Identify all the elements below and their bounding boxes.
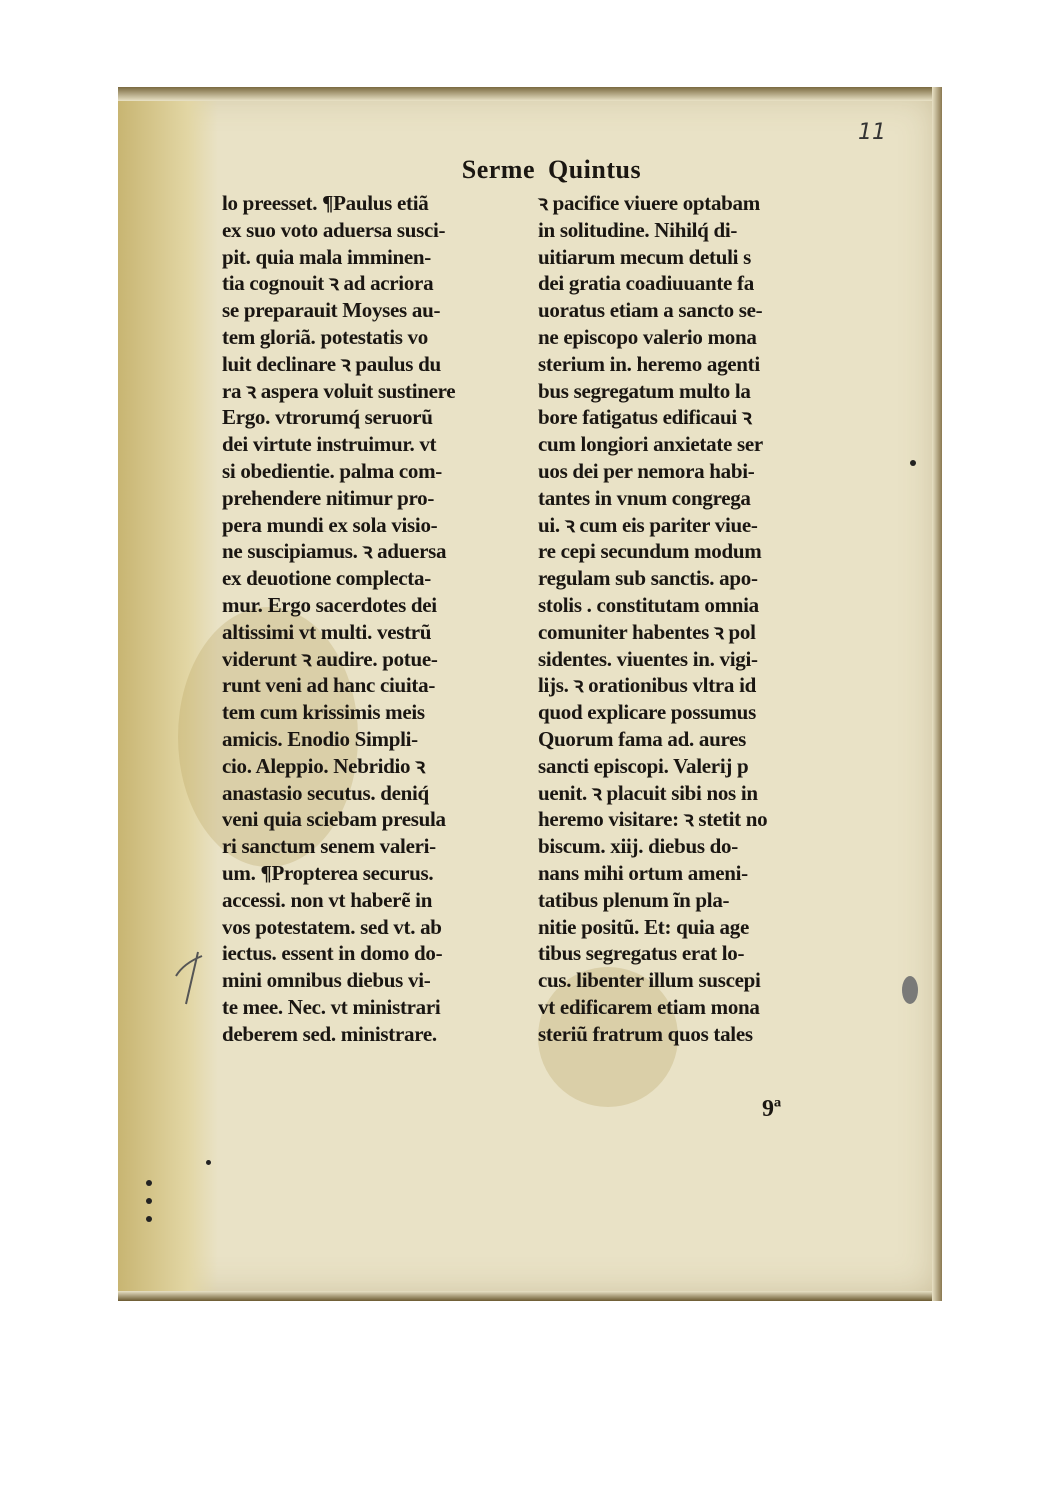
text-line: accessi. non vt haberẽ in	[222, 887, 433, 912]
text-line: bore fatigatus edificaui ꝛ	[538, 405, 752, 430]
text-line: cus. libenter illum suscepi	[538, 968, 761, 993]
page-hole	[902, 976, 918, 1004]
text-line: cum longiori anxietate ser	[538, 432, 763, 457]
text-line: ꝛ pacifice viuere optabam	[538, 191, 760, 215]
text-line: ri sanctum senem valeri-	[222, 834, 436, 859]
running-head-left: Serme	[461, 155, 535, 184]
text-line: um. ¶Propterea securus.	[222, 860, 434, 885]
text-line: veni quia sciebam presula	[222, 807, 446, 832]
text-line: sterium in. heremo agenti	[538, 351, 760, 376]
text-line: ne suscipiamus. ꝛ aduersa	[222, 539, 447, 564]
ink-speck	[146, 1216, 152, 1222]
text-column-right	[538, 190, 838, 1048]
text-line: ex suo voto aduersa susci-	[222, 217, 446, 242]
text-line: anastasio secutus. deniq́	[222, 780, 429, 805]
text-column-left	[222, 190, 522, 1048]
text-line: uenit. ꝛ placuit sibi nos in	[538, 780, 758, 805]
text-line: pera mundi ex sola visio-	[222, 512, 438, 537]
page-right-edge	[932, 87, 942, 1301]
text-line: Ergo. vtrorumq́ seruorũ	[222, 405, 433, 430]
text-line: iectus. essent in domo do-	[222, 941, 443, 966]
text-line: mur. Ergo sacerdotes dei	[222, 592, 437, 617]
text-line: lo preesset. ¶Paulus etiã	[222, 191, 429, 215]
text-line: nans mihi ortum ameni-	[538, 860, 748, 885]
text-line: deberem sed. ministrare.	[222, 1021, 437, 1046]
text-line: dei virtute instruimur. vt	[222, 432, 437, 457]
text-line: stolis . constitutam omnia	[538, 592, 759, 617]
text-line: uoratus etiam a sancto se-	[538, 298, 763, 323]
marginal-pencil-mark	[168, 948, 208, 1008]
text-line: runt veni ad hanc ciuita-	[222, 673, 436, 698]
text-line: tia cognouit ꝛ ad acriora	[222, 271, 434, 296]
text-line: re cepi secundum modum	[538, 539, 762, 564]
text-line: bus segregatum multo la	[538, 378, 751, 403]
text-line: te mee. Nec. vt ministrari	[222, 994, 441, 1019]
text-line: ne episcopo valerio mona	[538, 324, 757, 349]
page-bottom-edge	[118, 1291, 942, 1301]
text-line: ra ꝛ aspera voluit sustinere	[222, 378, 456, 403]
text-line: tantes in vnum congrega	[538, 485, 751, 510]
text-line: mini omnibus diebus vi-	[222, 968, 431, 993]
text-line: ui. ꝛ cum eis pariter viue-	[538, 512, 758, 537]
running-head-right: Quintus	[548, 155, 642, 184]
text-line: regulam sub sanctis. apo-	[538, 566, 758, 591]
text-line: se preparauit Moyses au-	[222, 298, 441, 323]
text-line: viderunt ꝛ audire. potue-	[222, 646, 438, 671]
text-line: dei gratia coadiuuante fa	[538, 271, 754, 296]
ink-speck	[206, 1160, 211, 1165]
ink-speck	[146, 1180, 152, 1186]
text-line: nitie positũ. Et: quia age	[538, 914, 749, 939]
text-line: Quorum fama ad. aures	[538, 726, 746, 751]
text-line: altissimi vt multi. vestrũ	[222, 619, 432, 644]
text-line: sidentes. viuentes in. vigi-	[538, 646, 758, 671]
text-line: ex deuotione complecta-	[222, 566, 431, 591]
folio-number: 11	[858, 120, 886, 145]
text-line: steriũ fratrum quos tales	[538, 1021, 753, 1046]
text-line: comuniter habentes ꝛ pol	[538, 619, 756, 644]
text-line: heremo visitare: ꝛ stetit no	[538, 807, 768, 832]
ink-speck	[146, 1198, 152, 1204]
text-line: vos potestatem. sed vt. ab	[222, 914, 442, 939]
text-line: sancti episcopi. Valerij p	[538, 753, 749, 778]
text-line: pit. quia mala imminen-	[222, 244, 431, 269]
signature-mark: 9ª	[762, 1096, 782, 1122]
ink-speck	[910, 460, 916, 466]
text-line: cio. Aleppio. Nebridio ꝛ	[222, 753, 425, 778]
page-top-edge	[118, 87, 942, 101]
text-line: lijs. ꝛ orationibus vltra id	[538, 673, 756, 698]
text-line: quod explicare possumus	[538, 700, 756, 725]
text-line: in solitudine. Nihilq́ di-	[538, 217, 738, 242]
text-line: prehendere nitimur pro-	[222, 485, 435, 510]
text-line: tem cum krissimis meis	[222, 700, 425, 725]
text-line: uitiarum mecum detuli s	[538, 244, 752, 269]
text-line: tem gloriã. potestatis vo	[222, 324, 428, 349]
text-line: biscum. xiij. diebus do-	[538, 834, 738, 859]
text-line: luit declinare ꝛ paulus du	[222, 351, 441, 376]
text-line: tatibus plenum ĩn pla-	[538, 887, 730, 912]
text-line: si obedientie. palma com-	[222, 458, 442, 483]
text-line: tibus segregatus erat lo-	[538, 941, 745, 966]
text-line: uos dei per nemora habi-	[538, 458, 755, 483]
text-line: amicis. Enodio Simpli-	[222, 726, 418, 751]
text-line: vt edificarem etiam mona	[538, 994, 760, 1019]
